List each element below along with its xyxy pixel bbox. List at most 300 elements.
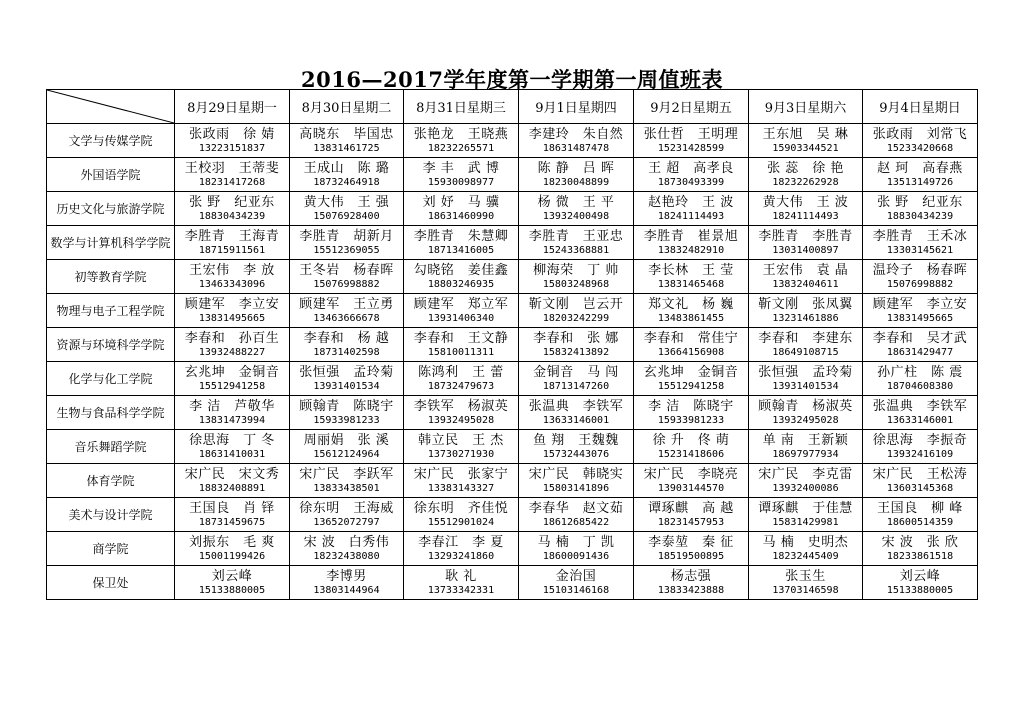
duty-phone: 13931401534 bbox=[313, 380, 380, 392]
duty-names: 王国良 肖 铎 bbox=[189, 500, 275, 516]
duty-cell bbox=[290, 532, 404, 566]
duty-cell bbox=[404, 260, 519, 294]
table-row bbox=[47, 192, 978, 226]
duty-cell bbox=[175, 430, 290, 464]
corner-cell bbox=[47, 90, 175, 124]
duty-names: 王宏伟 袁 晶 bbox=[762, 262, 849, 278]
duty-names: 杨志强 bbox=[670, 568, 712, 584]
duty-phone: 15831429981 bbox=[772, 516, 839, 528]
duty-phone: 18631410031 bbox=[198, 448, 266, 460]
duty-cell bbox=[519, 328, 634, 362]
duty-phone: 15810011311 bbox=[427, 346, 495, 358]
duty-cell bbox=[634, 430, 749, 464]
duty-cell bbox=[290, 158, 404, 192]
duty-cell bbox=[863, 192, 978, 226]
duty-names: 李 洁 芦敬华 bbox=[189, 398, 275, 414]
duty-phone: 15512369055 bbox=[313, 244, 380, 256]
duty-cell bbox=[749, 124, 863, 158]
duty-phone: 13633146001 bbox=[542, 414, 610, 426]
duty-phone: 13383143327 bbox=[427, 482, 495, 494]
duty-cell bbox=[634, 158, 749, 192]
duty-phone: 13513149726 bbox=[886, 176, 954, 188]
duty-names: 靳文刚 张凤翼 bbox=[758, 296, 853, 312]
duty-cell bbox=[519, 260, 634, 294]
duty-names: 勾晓铭 姜佳鑫 bbox=[413, 262, 509, 278]
duty-names: 王宏伟 李 放 bbox=[189, 262, 275, 278]
duty-names: 李铁军 杨淑英 bbox=[413, 398, 509, 414]
duty-names: 柳海荣 丁 帅 bbox=[533, 262, 619, 278]
duty-cell bbox=[404, 294, 519, 328]
duty-cell bbox=[175, 362, 290, 396]
duty-names: 刘振东 毛 爽 bbox=[189, 534, 275, 550]
duty-cell bbox=[404, 328, 519, 362]
duty-names: 张政雨 徐 婧 bbox=[189, 126, 275, 142]
duty-phone: 13831495665 bbox=[886, 312, 954, 324]
duty-names: 靳文刚 岂云开 bbox=[528, 296, 624, 312]
duty-phone: 13932416109 bbox=[886, 448, 954, 460]
duty-cell bbox=[863, 498, 978, 532]
duty-phone: 15076998882 bbox=[886, 278, 954, 290]
duty-phone: 15001199426 bbox=[198, 550, 266, 562]
duty-names: 宋 波 张 欣 bbox=[881, 534, 959, 550]
duty-phone: 15732443076 bbox=[542, 448, 610, 460]
duty-phone: 18612685422 bbox=[542, 516, 610, 528]
duty-cell bbox=[175, 498, 290, 532]
duty-phone: 15832413892 bbox=[542, 346, 610, 358]
duty-cell bbox=[863, 294, 978, 328]
department-cell: 外国语学院 bbox=[47, 158, 175, 192]
duty-cell bbox=[290, 498, 404, 532]
duty-names: 黄大伟 王 波 bbox=[762, 194, 849, 210]
duty-names: 李建玲 朱自然 bbox=[528, 126, 624, 142]
duty-phone: 15231428599 bbox=[657, 142, 725, 154]
duty-cell bbox=[863, 226, 978, 260]
duty-phone: 18704608380 bbox=[886, 380, 954, 392]
duty-phone: 13903144570 bbox=[657, 482, 725, 494]
duty-names: 王成山 陈 璐 bbox=[303, 160, 390, 176]
table-row bbox=[47, 260, 978, 294]
department-cell: 化学与化工学院 bbox=[47, 362, 175, 396]
duty-names: 徐东明 齐佳悦 bbox=[413, 500, 509, 516]
duty-names: 陈鸿利 王 蕾 bbox=[418, 364, 504, 380]
duty-cell bbox=[404, 464, 519, 498]
duty-cell bbox=[634, 328, 749, 362]
duty-cell bbox=[175, 396, 290, 430]
table-row bbox=[47, 124, 978, 158]
department-cell: 历史文化与旅游学院 bbox=[47, 192, 175, 226]
duty-names: 马 楠 史明杰 bbox=[762, 534, 849, 550]
duty-names: 张恒强 孟玲菊 bbox=[299, 364, 394, 380]
duty-phone: 13832482910 bbox=[657, 244, 725, 256]
duty-cell bbox=[863, 396, 978, 430]
duty-names: 张 野 纪亚东 bbox=[189, 194, 275, 210]
duty-cell bbox=[749, 396, 863, 430]
duty-cell bbox=[519, 532, 634, 566]
duty-names: 张玉生 bbox=[785, 568, 826, 584]
duty-cell bbox=[290, 362, 404, 396]
duty-cell bbox=[863, 532, 978, 566]
duty-names: 温玲子 杨春晖 bbox=[872, 262, 968, 278]
duty-names: 李春华 赵文茹 bbox=[528, 500, 624, 516]
duty-names: 宋 波 白秀伟 bbox=[303, 534, 390, 550]
duty-phone: 15076928400 bbox=[313, 210, 380, 222]
day-header: 8月30日星期二 bbox=[290, 90, 404, 124]
duty-cell bbox=[404, 192, 519, 226]
duty-phone: 13652072797 bbox=[313, 516, 380, 528]
duty-phone: 15930098977 bbox=[427, 176, 495, 188]
duty-names: 李胜青 崔景旭 bbox=[643, 228, 739, 244]
duty-phone: 15933981233 bbox=[657, 414, 725, 426]
duty-names: 陈 静 吕 晖 bbox=[537, 160, 615, 176]
duty-names: 宋广民 李克雷 bbox=[758, 466, 853, 482]
duty-names: 顾建军 李立安 bbox=[872, 296, 968, 312]
duty-cell bbox=[749, 328, 863, 362]
duty-cell bbox=[863, 464, 978, 498]
department-cell: 生物与食品科学学院 bbox=[47, 396, 175, 430]
duty-names: 周丽娟 张 溪 bbox=[303, 432, 390, 448]
duty-phone: 13932495028 bbox=[427, 414, 495, 426]
duty-table bbox=[46, 89, 978, 600]
duty-names: 张温典 李铁军 bbox=[872, 398, 968, 414]
duty-names: 徐 升 佟 萌 bbox=[652, 432, 730, 448]
table-row bbox=[47, 498, 978, 532]
duty-cell bbox=[519, 498, 634, 532]
duty-cell bbox=[175, 566, 290, 600]
duty-cell bbox=[290, 192, 404, 226]
duty-phone: 13293241860 bbox=[427, 550, 495, 562]
duty-phone: 18730493399 bbox=[657, 176, 725, 188]
duty-cell bbox=[749, 260, 863, 294]
duty-names: 宋广民 张家宁 bbox=[413, 466, 509, 482]
duty-cell bbox=[519, 124, 634, 158]
duty-names: 宋广民 韩晓实 bbox=[528, 466, 624, 482]
duty-names: 李胜青 王禾冰 bbox=[872, 228, 968, 244]
duty-cell bbox=[863, 566, 978, 600]
duty-names: 刘云峰 bbox=[211, 568, 253, 584]
duty-phone: 18231457953 bbox=[657, 516, 725, 528]
duty-phone: 15103146168 bbox=[542, 584, 610, 596]
duty-phone: 15133880005 bbox=[198, 584, 266, 596]
duty-names: 张政雨 刘常飞 bbox=[872, 126, 968, 142]
table-row bbox=[47, 328, 978, 362]
duty-phone: 13703146598 bbox=[772, 584, 839, 596]
duty-cell bbox=[749, 192, 863, 226]
duty-names: 鱼 翔 王魏魏 bbox=[533, 432, 619, 448]
duty-phone: 18241114493 bbox=[772, 210, 839, 222]
duty-names: 高晓东 毕国忠 bbox=[299, 126, 394, 142]
duty-cell bbox=[175, 158, 290, 192]
duty-cell bbox=[634, 226, 749, 260]
duty-phone: 15903344521 bbox=[772, 142, 839, 154]
duty-phone: 18631429477 bbox=[886, 346, 954, 358]
day-header: 9月3日星期六 bbox=[749, 90, 863, 124]
duty-names: 张 蕊 徐 艳 bbox=[767, 160, 844, 176]
duty-phone: 13831473994 bbox=[198, 414, 266, 426]
table-row bbox=[47, 430, 978, 464]
table-row bbox=[47, 396, 978, 430]
duty-cell bbox=[175, 260, 290, 294]
department-cell: 保卫处 bbox=[47, 566, 175, 600]
table-row bbox=[47, 362, 978, 396]
duty-names: 李胜青 王亚忠 bbox=[528, 228, 624, 244]
duty-names: 李胜青 李胜青 bbox=[758, 228, 853, 244]
duty-names: 李春和 常佳宁 bbox=[643, 330, 739, 346]
duty-phone: 13031400897 bbox=[772, 244, 839, 256]
duty-cell bbox=[519, 158, 634, 192]
duty-phone: 13730271930 bbox=[427, 448, 495, 460]
duty-names: 顾建军 郑立军 bbox=[413, 296, 509, 312]
duty-phone: 18241114493 bbox=[657, 210, 725, 222]
duty-names: 李胜青 朱慧卿 bbox=[413, 228, 509, 244]
duty-cell bbox=[175, 328, 290, 362]
duty-cell bbox=[404, 566, 519, 600]
duty-cell bbox=[863, 158, 978, 192]
duty-cell bbox=[634, 192, 749, 226]
duty-cell bbox=[749, 532, 863, 566]
department-cell: 初等教育学院 bbox=[47, 260, 175, 294]
duty-names: 张 野 纪亚东 bbox=[877, 194, 963, 210]
duty-cell bbox=[175, 532, 290, 566]
duty-phone: 18232262928 bbox=[772, 176, 839, 188]
duty-cell bbox=[175, 124, 290, 158]
duty-cell bbox=[519, 362, 634, 396]
duty-phone: 18732464918 bbox=[313, 176, 380, 188]
duty-cell bbox=[749, 362, 863, 396]
duty-cell bbox=[290, 226, 404, 260]
duty-phone: 15231418606 bbox=[657, 448, 725, 460]
duty-names: 耿 礼 bbox=[445, 568, 477, 584]
duty-phone: 18731459675 bbox=[198, 516, 266, 528]
duty-cell bbox=[749, 294, 863, 328]
duty-names: 李春和 张 娜 bbox=[533, 330, 619, 346]
duty-cell bbox=[749, 158, 863, 192]
day-header: 9月4日星期日 bbox=[863, 90, 978, 124]
duty-phone: 13303145621 bbox=[886, 244, 954, 256]
duty-phone: 15512901024 bbox=[427, 516, 495, 528]
duty-phone: 18649108715 bbox=[772, 346, 839, 358]
duty-names: 宋广民 王松涛 bbox=[872, 466, 968, 482]
duty-names: 顾建军 李立安 bbox=[184, 296, 280, 312]
table-row bbox=[47, 532, 978, 566]
duty-names: 李 丰 武 博 bbox=[422, 160, 500, 176]
duty-cell bbox=[863, 260, 978, 294]
duty-names: 李春和 李建东 bbox=[758, 330, 853, 346]
duty-names: 王校羽 王蒂斐 bbox=[184, 160, 280, 176]
duty-cell bbox=[519, 294, 634, 328]
duty-phone: 18519500895 bbox=[657, 550, 725, 562]
duty-phone: 13832404611 bbox=[772, 278, 839, 290]
duty-names: 谭琢麒 于佳慧 bbox=[758, 500, 853, 516]
duty-cell bbox=[634, 396, 749, 430]
duty-phone: 18715911561 bbox=[198, 244, 266, 256]
duty-cell bbox=[749, 430, 863, 464]
duty-cell bbox=[290, 464, 404, 498]
duty-names: 玄兆坤 金铜音 bbox=[184, 364, 280, 380]
duty-cell bbox=[290, 294, 404, 328]
duty-cell bbox=[404, 226, 519, 260]
table-row bbox=[47, 464, 978, 498]
department-cell: 体育学院 bbox=[47, 464, 175, 498]
duty-names: 徐思海 李振奇 bbox=[872, 432, 968, 448]
duty-phone: 18600091436 bbox=[542, 550, 610, 562]
duty-cell bbox=[175, 294, 290, 328]
duty-phone: 15512941258 bbox=[198, 380, 266, 392]
duty-phone: 18803246935 bbox=[427, 278, 495, 290]
department-cell: 文学与传媒学院 bbox=[47, 124, 175, 158]
duty-phone: 18631487478 bbox=[542, 142, 610, 154]
duty-phone: 13633146001 bbox=[886, 414, 954, 426]
duty-names: 徐思海 丁 冬 bbox=[189, 432, 275, 448]
duty-names: 王东旭 吴 琳 bbox=[762, 126, 849, 142]
duty-phone: 18232445409 bbox=[772, 550, 839, 562]
duty-cell bbox=[404, 430, 519, 464]
table-row bbox=[47, 226, 978, 260]
duty-cell bbox=[634, 294, 749, 328]
duty-phone: 13733342331 bbox=[427, 584, 495, 596]
duty-phone: 13831461725 bbox=[313, 142, 380, 154]
duty-cell bbox=[519, 396, 634, 430]
duty-names: 刘 妤 马 骥 bbox=[422, 194, 500, 210]
duty-cell bbox=[519, 192, 634, 226]
duty-phone: 13231461886 bbox=[772, 312, 839, 324]
duty-cell bbox=[290, 566, 404, 600]
duty-phone: 13223151837 bbox=[198, 142, 266, 154]
duty-names: 李春江 李 夏 bbox=[418, 534, 504, 550]
duty-cell bbox=[749, 464, 863, 498]
day-header: 8月31日星期三 bbox=[404, 90, 519, 124]
duty-phone: 13932495028 bbox=[772, 414, 839, 426]
duty-names: 顾翰青 杨淑英 bbox=[758, 398, 853, 414]
duty-cell bbox=[863, 328, 978, 362]
duty-names: 李博男 bbox=[326, 568, 367, 584]
duty-phone: 13803144964 bbox=[313, 584, 380, 596]
duty-phone: 18600514359 bbox=[886, 516, 954, 528]
duty-names: 刘云峰 bbox=[899, 568, 941, 584]
duty-cell bbox=[175, 464, 290, 498]
duty-names: 王冬岩 杨春晖 bbox=[299, 262, 394, 278]
day-header: 8月29日星期一 bbox=[175, 90, 290, 124]
duty-phone: 15803248968 bbox=[542, 278, 610, 290]
page-title: 2016—2017学年度第一学期第一周值班表 bbox=[301, 67, 723, 92]
duty-cell bbox=[175, 226, 290, 260]
duty-names: 黄大伟 王 强 bbox=[303, 194, 390, 210]
duty-cell bbox=[175, 192, 290, 226]
duty-phone: 15243368881 bbox=[542, 244, 610, 256]
day-header: 9月1日星期四 bbox=[519, 90, 634, 124]
duty-cell bbox=[290, 260, 404, 294]
duty-cell bbox=[634, 566, 749, 600]
duty-phone: 13463666678 bbox=[313, 312, 380, 324]
duty-names: 孙广柱 陈 震 bbox=[877, 364, 963, 380]
duty-phone: 18832408891 bbox=[198, 482, 266, 494]
duty-names: 王 超 高孝良 bbox=[648, 160, 734, 176]
duty-phone: 13932488227 bbox=[198, 346, 266, 358]
duty-cell bbox=[290, 430, 404, 464]
duty-names: 郑文礼 杨 巍 bbox=[648, 296, 734, 312]
table-row bbox=[47, 566, 978, 600]
duty-names: 金治国 bbox=[555, 568, 597, 584]
duty-phone: 13833438501 bbox=[313, 482, 380, 494]
department-cell: 商学院 bbox=[47, 532, 175, 566]
duty-phone: 18231417268 bbox=[198, 176, 266, 188]
duty-names: 金铜音 马 闯 bbox=[533, 364, 619, 380]
duty-names: 张温典 李铁军 bbox=[528, 398, 624, 414]
duty-names: 赵 珂 高春燕 bbox=[877, 160, 963, 176]
duty-names: 谭琢麒 高 越 bbox=[648, 500, 734, 516]
duty-phone: 13463343096 bbox=[198, 278, 266, 290]
duty-names: 徐东明 王海威 bbox=[299, 500, 394, 516]
duty-names: 李胜青 王海青 bbox=[184, 228, 280, 244]
duty-cell bbox=[634, 532, 749, 566]
duty-cell bbox=[863, 362, 978, 396]
duty-phone: 15612124964 bbox=[313, 448, 380, 460]
duty-phone: 18631460990 bbox=[427, 210, 495, 222]
duty-phone: 18233861518 bbox=[886, 550, 954, 562]
duty-names: 王国良 柳 峰 bbox=[877, 500, 963, 516]
duty-phone: 13664156908 bbox=[657, 346, 725, 358]
duty-phone: 13831465468 bbox=[657, 278, 725, 290]
duty-names: 赵艳玲 王 波 bbox=[648, 194, 734, 210]
duty-cell bbox=[519, 464, 634, 498]
duty-cell bbox=[290, 124, 404, 158]
duty-phone: 15133880005 bbox=[886, 584, 954, 596]
duty-phone: 15933981233 bbox=[313, 414, 380, 426]
duty-phone: 18731402598 bbox=[313, 346, 380, 358]
duty-names: 张仕哲 王明理 bbox=[643, 126, 739, 142]
duty-phone: 18830434239 bbox=[886, 210, 954, 222]
duty-phone: 18230048899 bbox=[542, 176, 610, 188]
diagonal-divider bbox=[47, 90, 174, 123]
duty-phone: 13483861455 bbox=[657, 312, 725, 324]
duty-cell bbox=[634, 362, 749, 396]
duty-cell bbox=[749, 498, 863, 532]
table-row bbox=[47, 294, 978, 328]
duty-phone: 18732479673 bbox=[427, 380, 495, 392]
duty-cell bbox=[863, 430, 978, 464]
duty-phone: 13831495665 bbox=[198, 312, 266, 324]
day-header: 9月2日星期五 bbox=[634, 90, 749, 124]
duty-names: 李胜青 胡新月 bbox=[299, 228, 394, 244]
department-cell: 音乐舞蹈学院 bbox=[47, 430, 175, 464]
duty-names: 李春和 杨 越 bbox=[303, 330, 390, 346]
duty-names: 杨 微 王 平 bbox=[537, 194, 615, 210]
duty-phone: 13932400498 bbox=[542, 210, 610, 222]
duty-cell bbox=[634, 498, 749, 532]
department-cell: 数学与计算机科学学院 bbox=[47, 226, 175, 260]
duty-cell bbox=[519, 430, 634, 464]
duty-phone: 18232438080 bbox=[313, 550, 380, 562]
duty-names: 李泰堃 秦 征 bbox=[648, 534, 734, 550]
duty-cell bbox=[404, 362, 519, 396]
duty-names: 宋广民 李晓亮 bbox=[643, 466, 739, 482]
duty-names: 李春和 孙百生 bbox=[184, 330, 280, 346]
duty-cell bbox=[404, 158, 519, 192]
duty-names: 张恒强 孟玲菊 bbox=[758, 364, 853, 380]
duty-cell bbox=[290, 328, 404, 362]
duty-names: 李春和 王文静 bbox=[413, 330, 509, 346]
duty-phone: 15512941258 bbox=[657, 380, 725, 392]
duty-names: 宋广民 宋文秀 bbox=[184, 466, 280, 482]
duty-phone: 13931406340 bbox=[427, 312, 495, 324]
duty-phone: 13932400086 bbox=[772, 482, 839, 494]
duty-cell bbox=[290, 396, 404, 430]
duty-names: 韩立民 王 杰 bbox=[418, 432, 504, 448]
duty-names: 顾翰青 陈晓宇 bbox=[299, 398, 394, 414]
duty-phone: 13931401534 bbox=[772, 380, 839, 392]
duty-phone: 18713147260 bbox=[542, 380, 610, 392]
duty-names: 玄兆坤 金铜音 bbox=[643, 364, 739, 380]
duty-cell bbox=[404, 498, 519, 532]
